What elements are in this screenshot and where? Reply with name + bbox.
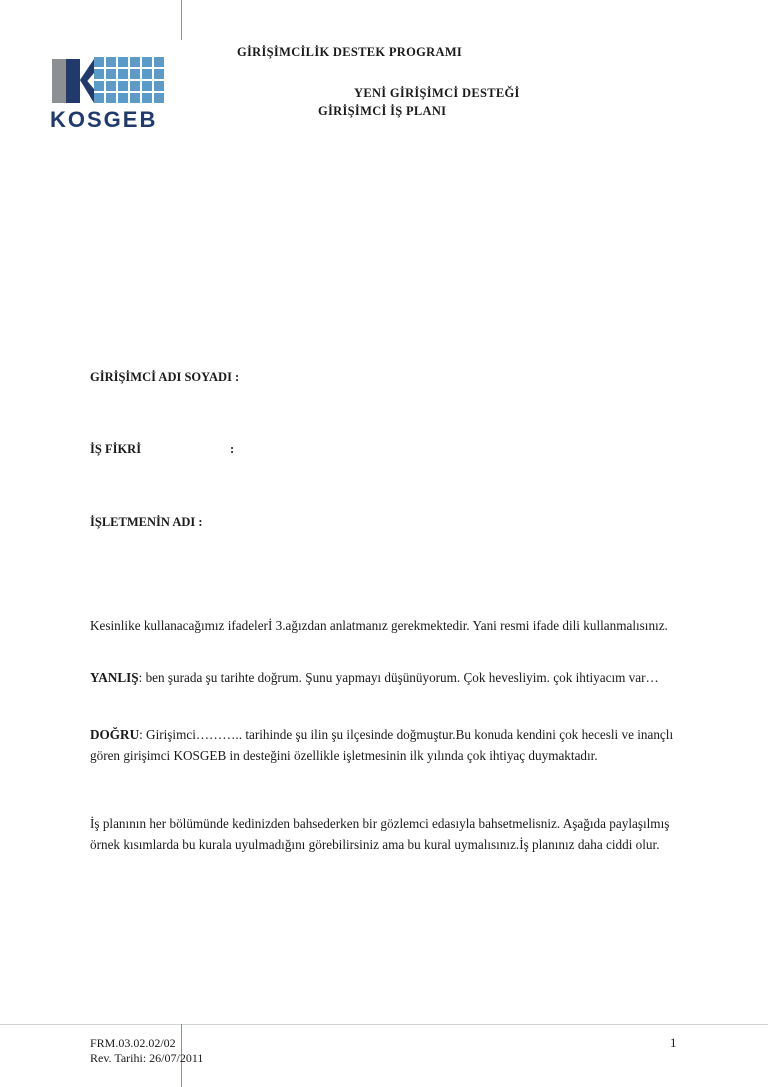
- correct-example-text: : Girişimci……….. tarihinde şu ilin şu ilçesinde doğmuştur.Bu konuda kendini çok hecesli ve inançlı gören girişimci KOSGEB in desteğini özellikle işletmesinin ilk yılında çok ihtiyaç duymaktadır.: [90, 727, 674, 763]
- instruction-paragraph: Kesinlike kullanacağımız ifadelerİ 3.ağızdan anlatmanız gerekmektedir. Yani resmi ifade dili kullanmalısınız.: [90, 618, 668, 633]
- wrong-example-text: : ben şurada şu tarihte doğrum. Şunu yapmayı düşünüyorum. Çok hevesliyim. çok ihtiyacım var…: [138, 670, 659, 685]
- entrepreneur-name-label: GİRİŞİMCİ ADI SOYADI :: [90, 370, 240, 384]
- kosgeb-logo: [50, 55, 170, 133]
- revision-date: Rev. Tarihi: 26/07/2011: [90, 1051, 204, 1065]
- support-title: YENİ GİRİŞİMCİ DESTEĞİ: [354, 86, 520, 100]
- form-code: FRM.03.02.02/02: [90, 1036, 176, 1050]
- program-title: GİRİŞİMCİLİK DESTEK PROGRAMI: [237, 45, 463, 59]
- business-idea-label: İŞ FİKRİ: [90, 442, 142, 456]
- wrong-example-paragraph: [90, 667, 690, 688]
- correct-label: DOĞRU: [90, 727, 140, 742]
- business-idea-field: [90, 442, 235, 457]
- page-number: 1: [670, 1035, 677, 1050]
- footer-divider: [0, 1024, 768, 1025]
- business-idea-colon: :: [230, 442, 235, 456]
- kosgeb-logo-text: KOSGEB: [50, 107, 158, 132]
- observer-tone-paragraph: İş planının her bölümünde kedinizden bahsederken bir gözlemci edasıyla bahsetmelisniz. Aşağıda paylaşılmış örnek kısımlarda bu kurala uyulmadığını görebilirsiniz ama bu kural uymalısınız.İş planınız daha ciddi olur.: [90, 816, 670, 852]
- margin-line-top: [181, 0, 182, 40]
- correct-example-paragraph: [90, 724, 690, 766]
- wrong-label: YANLIŞ: [90, 670, 139, 685]
- plan-title: GİRİŞİMCİ İŞ PLANI: [318, 104, 447, 118]
- business-name-label: İŞLETMENİN ADI :: [90, 515, 203, 529]
